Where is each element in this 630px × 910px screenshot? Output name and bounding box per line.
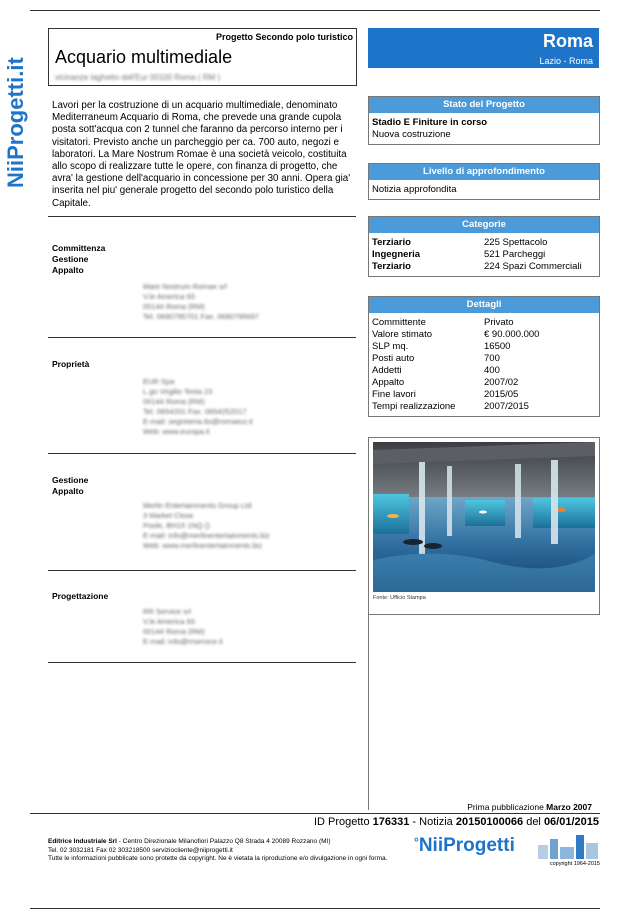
niiprogetti-footer-logo[interactable]: °NiiProgetti	[414, 835, 600, 859]
dettagli-row: Addetti 400	[372, 365, 500, 376]
project-title-box	[48, 28, 357, 86]
dettagli-row: Posti auto 700	[372, 353, 500, 364]
project-address: vicinanze laghetto dell'Eur 00100 Roma ( RM )	[55, 73, 221, 82]
dettagli-row: SLP mq. 16500	[372, 341, 511, 352]
dettagli-row: Committente Privato	[372, 317, 514, 328]
aquarium-render-image	[373, 442, 595, 592]
livello-panel	[368, 163, 600, 200]
livello-header: Livello di approfondimento	[369, 164, 599, 180]
stato-line1: Stadio E Finiture in corso	[372, 117, 488, 128]
categorie-row: Ingegneria 521 Parcheggi	[372, 249, 546, 260]
role-labels-2: Proprietà	[52, 359, 90, 369]
location-region: Lazio - Roma	[539, 56, 593, 66]
contact-block-4: RR Service srl V.le America 93 00144 Roma (RM) E-mail: info@rrservice.it	[143, 607, 223, 646]
copyright: copyright 1964-2015	[549, 861, 600, 867]
divider	[48, 216, 356, 217]
building-icon	[538, 835, 598, 859]
stato-line2: Nuova costruzione	[372, 129, 451, 140]
dettagli-row: Appalto 2007/02	[372, 377, 519, 388]
bottom-rule	[30, 908, 600, 909]
top-rule	[30, 10, 600, 11]
categorie-row: Terziario 224 Spazi Commerciali	[372, 261, 582, 272]
divider	[48, 453, 356, 454]
vertical-logo-text: NiiProgetti.it	[3, 57, 28, 188]
divider	[48, 570, 356, 571]
column-divider	[368, 614, 369, 810]
contact-block-1: Mare Nostrum Romae srl V.le America 93 00144 Roma (RM) Tel. 0690795701 Fax. 0690795697	[143, 282, 259, 321]
dettagli-row: Valore stimato € 90.000.000	[372, 329, 540, 340]
footer-rule	[30, 813, 600, 814]
dettagli-row: Fine lavori 2015/05	[372, 389, 519, 400]
photo-caption: Fonte: Ufficio Stampa	[373, 595, 426, 601]
dettagli-row: Tempi realizzazione 2007/2015	[372, 401, 529, 412]
project-title: Acquario multimediale	[55, 47, 233, 67]
publisher-info: Editrice Industriale Srl - Centro Direzionale Milanofiori Palazzo Q8 Strada 4 20089 Rozzano (MI) Tel. 02 3032181 Fax 02 303218500 serviziocliente@niiprogetti.it Tutte le informazioni pubblicate sono protette da copyright. Ne è vietata la riproduzione e/o divulgazione in ogni forma.	[48, 838, 388, 862]
project-description: Lavori per la costruzione di un acquario multimediale, denominato Mediterraneum Acquario di Roma, che prevede una grande cupola posta sott'acqua con 2 tunnel che faranno da percorso interno per i visitatori. Previsto anche un parcheggio per ca. 700 auto, negozi e laboratori. La Mare Nostrum Romae è una società veicolo, costituita allo scopo di realizzare tutte le opere, con finanza di progetto, che avra' la gestione dell'acquario in concessione per 30 anni. Opera gia' inserita nel piu' generale progetto del secondo polo turistico della Capitale.	[52, 100, 351, 209]
dettagli-panel	[368, 296, 600, 417]
role-labels-4: Progettazione	[52, 591, 109, 601]
divider	[48, 662, 356, 663]
contact-block-2: EUR Spa L.go Virgilio Testa 23 00144 Roma (RM) Tel. 0654201 Fax. 0654252017 E-mail: segreteria.ito@romaeur.it Web: www.europa.it	[143, 377, 253, 436]
stato-header: Stato del Progetto	[369, 97, 599, 113]
location-box	[368, 28, 599, 68]
stato-panel	[368, 96, 600, 145]
niiprogetti-vertical-logo[interactable]	[2, 30, 30, 190]
prima-pubblicazione: Prima pubblicazione Marzo 2007	[467, 802, 592, 812]
photo-panel	[368, 437, 600, 615]
categorie-row: Terziario 225 Spettacolo	[372, 237, 548, 248]
location-city: Roma	[542, 31, 593, 51]
project-id-line: ID Progetto 176331 - Notizia 20150100066 del 06/01/2015	[313, 816, 599, 828]
divider	[48, 337, 356, 338]
categorie-header: Categorie	[369, 217, 599, 233]
dettagli-header: Dettagli	[369, 297, 599, 313]
project-pretitle: Progetto Secondo polo turistico	[216, 32, 353, 42]
role-labels-1: Committenza Gestione Appalto	[52, 243, 106, 275]
categorie-panel	[368, 216, 600, 277]
contact-block-3: Merlin Entertainments Group Ltd 3 Market Close Poole, BH15 1NQ () E-mail: info@merlinentertainments.biz Web: www.merlinentertainments.biz	[143, 501, 270, 550]
livello-value: Notizia approfondita	[372, 184, 457, 195]
role-labels-3: Gestione Appalto	[52, 475, 89, 496]
